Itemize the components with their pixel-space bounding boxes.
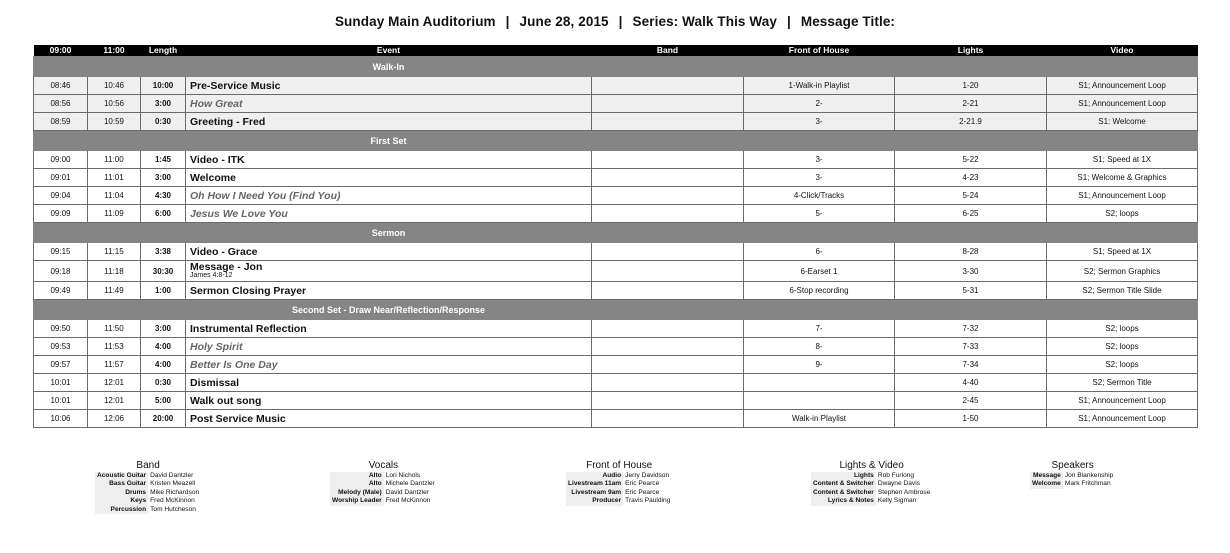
- section-cell: [895, 300, 1047, 320]
- band-cell: [592, 77, 744, 95]
- event-cell: [186, 187, 592, 205]
- credit-role: Worship Leader: [332, 497, 382, 504]
- front-of-house-cell: 4-Click/Tracks: [744, 187, 895, 205]
- lights-cell: 2-21: [895, 95, 1047, 113]
- credit-name: Travis Paulding: [625, 497, 671, 504]
- length-cell: 6:00: [141, 205, 186, 223]
- event-cell: [186, 113, 592, 131]
- band-cell: [592, 410, 744, 428]
- credit-name: Michele Dantzler: [385, 480, 435, 487]
- table-row: [34, 356, 1198, 374]
- section-cell: [1047, 300, 1198, 320]
- video-cell: S2; loops: [1047, 320, 1198, 338]
- credit-name: Kelly Sigman: [877, 497, 917, 504]
- credit-row: [811, 472, 932, 481]
- credit-row: [330, 472, 437, 481]
- video-cell: S1; Speed at 1X: [1047, 243, 1198, 261]
- length-cell: 10:00: [141, 77, 186, 95]
- credits-heading: Band: [136, 460, 160, 471]
- credit-role: Drums: [95, 489, 148, 498]
- credit-name: Jerry Davidson: [625, 471, 670, 479]
- credit-row: [566, 472, 672, 481]
- section-title: Sermon: [186, 223, 592, 243]
- credit-name: Fred McKinnon: [150, 497, 195, 504]
- event-cell: [186, 151, 592, 169]
- section-cell: [592, 57, 744, 77]
- page-title: [0, 14, 1230, 29]
- front-of-house-cell: 9-: [744, 356, 895, 374]
- time-9am-cell: 09:18: [34, 261, 88, 282]
- credits-heading: Vocals: [368, 460, 399, 471]
- section-header-row: [34, 131, 1198, 151]
- section-cell: [744, 223, 895, 243]
- section-cell: [34, 223, 88, 243]
- front-of-house-cell: 3-: [744, 113, 895, 131]
- section-cell: [1047, 223, 1198, 243]
- section-cell: [141, 300, 186, 320]
- lights-cell: 2-21.9: [895, 113, 1047, 131]
- table-row: [34, 151, 1198, 169]
- table-row: [34, 374, 1198, 392]
- event-title: Post Service Music: [190, 412, 286, 425]
- event-cell: [186, 282, 592, 300]
- run-sheet-table: [33, 45, 1198, 428]
- front-of-house-cell: 2-: [744, 95, 895, 113]
- credit-role: Content & Switcher: [813, 488, 874, 496]
- section-cell: [592, 300, 744, 320]
- section-cell: [895, 57, 1047, 77]
- front-of-house-cell: 3-: [744, 151, 895, 169]
- event-title: Welcome: [190, 171, 236, 184]
- credit-role: Content & Switcher: [813, 480, 874, 487]
- event-title: How Great: [190, 97, 243, 110]
- video-cell: S2; Sermon Title: [1047, 374, 1198, 392]
- band-cell: [592, 338, 744, 356]
- credit-role: Livestream 9am: [566, 489, 623, 498]
- time-11am-cell: 11:09: [88, 205, 141, 223]
- time-11am-cell: 11:53: [88, 338, 141, 356]
- lights-cell: 5-22: [895, 151, 1047, 169]
- credit-role: Lights: [811, 472, 876, 481]
- event-cell: [186, 338, 592, 356]
- band-cell: [592, 113, 744, 131]
- front-of-house-cell: 5-: [744, 205, 895, 223]
- section-header-row: [34, 223, 1198, 243]
- credit-row: [330, 489, 437, 498]
- table-row: [34, 392, 1198, 410]
- section-cell: [592, 223, 744, 243]
- time-11am-cell: 11:57: [88, 356, 141, 374]
- front-of-house-cell: [744, 374, 895, 392]
- event-title: Oh How I Need You (Find You): [190, 189, 341, 202]
- column-header-0900: 09:00: [34, 45, 88, 57]
- length-cell: 4:00: [141, 338, 186, 356]
- credit-name: Lori Nichols: [385, 471, 421, 479]
- credit-name: David Dantzler: [150, 471, 194, 479]
- length-cell: 3:00: [141, 320, 186, 338]
- table-row: [34, 113, 1198, 131]
- length-cell: 3:00: [141, 169, 186, 187]
- event-cell: [186, 374, 592, 392]
- credits-group: [1030, 462, 1115, 489]
- credit-row: [566, 497, 672, 506]
- credit-name: Mark Fritchman: [1064, 480, 1111, 487]
- event-cell: [186, 95, 592, 113]
- table-row: [34, 282, 1198, 300]
- credit-role: Percussion: [95, 506, 148, 515]
- venue-title: Sunday Main Auditorium: [334, 14, 496, 29]
- section-cell: [34, 131, 88, 151]
- time-9am-cell: 09:53: [34, 338, 88, 356]
- band-cell: [592, 151, 744, 169]
- section-cell: [592, 131, 744, 151]
- credits-heading: Speakers: [1051, 460, 1094, 471]
- section-cell: [141, 223, 186, 243]
- lights-cell: 8-28: [895, 243, 1047, 261]
- band-cell: [592, 243, 744, 261]
- event-title: Instrumental Reflection: [190, 322, 307, 335]
- credit-row: [566, 480, 672, 489]
- lights-cell: 5-24: [895, 187, 1047, 205]
- credit-name: Kristen Meazell: [150, 480, 196, 487]
- band-cell: [592, 261, 744, 282]
- event-cell: [186, 261, 592, 282]
- front-of-house-cell: 1-Walk-in Playlist: [744, 77, 895, 95]
- front-of-house-cell: 6-Stop recording: [744, 282, 895, 300]
- time-9am-cell: 09:50: [34, 320, 88, 338]
- time-11am-cell: 11:00: [88, 151, 141, 169]
- credit-row: [330, 480, 437, 489]
- video-cell: S1; Speed at 1X: [1047, 151, 1198, 169]
- time-9am-cell: 10:06: [34, 410, 88, 428]
- credit-row: [95, 489, 201, 498]
- lights-cell: 4-23: [895, 169, 1047, 187]
- front-of-house-cell: 6-Earset 1: [744, 261, 895, 282]
- event-cell: [186, 320, 592, 338]
- video-cell: S2; Sermon Title Slide: [1047, 282, 1198, 300]
- table-row: [34, 169, 1198, 187]
- credit-row: [1030, 480, 1115, 489]
- time-11am-cell: 11:15: [88, 243, 141, 261]
- section-title: First Set: [186, 131, 592, 151]
- credits-group: [95, 462, 201, 514]
- credit-row: [811, 497, 932, 506]
- band-cell: [592, 356, 744, 374]
- event-title: Holy Spirit: [190, 340, 243, 353]
- band-cell: [592, 205, 744, 223]
- band-cell: [592, 187, 744, 205]
- length-cell: 5:00: [141, 392, 186, 410]
- credit-role: Bass Guitar: [95, 480, 148, 489]
- video-cell: S1; Announcement Loop: [1047, 77, 1198, 95]
- credit-name: Eric Pearce: [625, 480, 660, 487]
- credit-row: [811, 480, 932, 489]
- video-cell: S2; Sermon Graphics: [1047, 261, 1198, 282]
- lights-cell: 7-33: [895, 338, 1047, 356]
- event-title: Message - Jon: [190, 261, 263, 273]
- section-cell: [88, 131, 141, 151]
- time-11am-cell: 10:59: [88, 113, 141, 131]
- event-title: Walk out song: [190, 394, 262, 407]
- event-note: James 4:8-12: [190, 272, 233, 279]
- credit-row: [566, 489, 672, 498]
- video-cell: S2; loops: [1047, 356, 1198, 374]
- credit-name: Dwayne Davis: [877, 480, 920, 487]
- video-cell: S1; Welcome & Graphics: [1047, 169, 1198, 187]
- time-9am-cell: 09:04: [34, 187, 88, 205]
- event-cell: [186, 169, 592, 187]
- event-cell: [186, 243, 592, 261]
- section-cell: [88, 57, 141, 77]
- section-cell: [1047, 131, 1198, 151]
- event-cell: [186, 392, 592, 410]
- time-9am-cell: 09:15: [34, 243, 88, 261]
- video-cell: S1; Announcement Loop: [1047, 392, 1198, 410]
- event-title: Video - ITK: [190, 153, 245, 166]
- table-row: [34, 77, 1198, 95]
- lights-cell: 6-25: [895, 205, 1047, 223]
- lights-cell: 7-34: [895, 356, 1047, 374]
- section-cell: [1047, 57, 1198, 77]
- front-of-house-cell: Walk-in Playlist: [744, 410, 895, 428]
- time-11am-cell: 12:01: [88, 392, 141, 410]
- table-row: [34, 338, 1198, 356]
- credit-role: Message: [1030, 472, 1063, 481]
- event-title: Greeting - Fred: [190, 115, 266, 128]
- lights-cell: 3-30: [895, 261, 1047, 282]
- credit-row: [95, 480, 201, 489]
- credit-role: Alto: [330, 480, 384, 489]
- column-header-1100: 11:00: [88, 45, 141, 57]
- length-cell: 4:00: [141, 356, 186, 374]
- length-cell: 1:45: [141, 151, 186, 169]
- credit-role: Lyrics & Notes: [811, 497, 876, 506]
- time-9am-cell: 09:57: [34, 356, 88, 374]
- column-header-length: Length: [141, 45, 186, 57]
- credits-list: [95, 472, 201, 515]
- credit-row: [95, 497, 201, 506]
- credit-name: Rob Furlong: [877, 471, 915, 479]
- time-9am-cell: 09:00: [34, 151, 88, 169]
- title-separator: |: [786, 14, 791, 29]
- credit-row: [330, 497, 437, 506]
- credit-row: [1030, 472, 1115, 481]
- event-title: Better Is One Day: [190, 358, 278, 371]
- lights-cell: 1-20: [895, 77, 1047, 95]
- credits-list: [566, 472, 672, 506]
- service-date: June 28, 2015: [519, 14, 609, 29]
- credits-group: [330, 462, 437, 506]
- event-title: Video - Grace: [190, 245, 258, 258]
- credit-row: [811, 489, 932, 498]
- credit-role: Audio: [566, 472, 623, 481]
- title-separator: |: [618, 14, 623, 29]
- message-title: Message Title:: [800, 14, 896, 29]
- time-9am-cell: 08:59: [34, 113, 88, 131]
- section-cell: [34, 57, 88, 77]
- band-cell: [592, 282, 744, 300]
- event-cell: [186, 356, 592, 374]
- band-cell: [592, 392, 744, 410]
- event-cell: [186, 205, 592, 223]
- length-cell: 0:30: [141, 374, 186, 392]
- time-9am-cell: 10:01: [34, 392, 88, 410]
- time-11am-cell: 10:56: [88, 95, 141, 113]
- credits-group: [811, 462, 932, 506]
- lights-cell: 2-45: [895, 392, 1047, 410]
- table-row: [34, 205, 1198, 223]
- section-cell: [744, 57, 895, 77]
- length-cell: 0:30: [141, 113, 186, 131]
- table-row: [34, 320, 1198, 338]
- credit-name: Stephen Ambrose: [877, 488, 931, 496]
- length-cell: 30:30: [141, 261, 186, 282]
- column-header-video: Video: [1047, 45, 1198, 57]
- band-cell: [592, 169, 744, 187]
- credit-name: Mike Richardson: [150, 488, 200, 496]
- video-cell: S2; loops: [1047, 205, 1198, 223]
- time-11am-cell: 11:49: [88, 282, 141, 300]
- credit-name: Eric Pearce: [625, 488, 660, 496]
- front-of-house-cell: 6-: [744, 243, 895, 261]
- time-9am-cell: 08:46: [34, 77, 88, 95]
- column-header-lights: Lights: [895, 45, 1047, 57]
- credits-heading: Front of House: [586, 460, 653, 471]
- credits-list: [1030, 472, 1115, 489]
- credit-name: Tom Hutcheson: [150, 505, 196, 513]
- front-of-house-cell: 7-: [744, 320, 895, 338]
- front-of-house-cell: [744, 392, 895, 410]
- credit-role: Acoustic Guitar: [97, 471, 147, 479]
- time-11am-cell: 12:01: [88, 374, 141, 392]
- time-11am-cell: 12:06: [88, 410, 141, 428]
- credit-role: Melody (Male): [330, 489, 384, 498]
- lights-cell: 4-40: [895, 374, 1047, 392]
- time-11am-cell: 11:18: [88, 261, 141, 282]
- credits-list: [330, 472, 437, 506]
- band-cell: [592, 95, 744, 113]
- credit-name: Jon Blankenship: [1064, 471, 1114, 479]
- column-header-event: Event: [186, 45, 592, 57]
- section-cell: [895, 131, 1047, 151]
- band-cell: [592, 374, 744, 392]
- credit-role: Producer: [566, 497, 623, 506]
- front-of-house-cell: 8-: [744, 338, 895, 356]
- section-cell: [744, 131, 895, 151]
- time-9am-cell: 09:01: [34, 169, 88, 187]
- event-title: Dismissal: [190, 376, 240, 389]
- time-11am-cell: 10:46: [88, 77, 141, 95]
- section-header-row: [34, 57, 1198, 77]
- credits-heading: Lights & Video: [839, 460, 904, 471]
- event-title: Pre-Service Music: [190, 79, 281, 92]
- table-row: [34, 243, 1198, 261]
- section-cell: [141, 57, 186, 77]
- credit-role: Welcome: [1032, 480, 1061, 487]
- length-cell: 3:00: [141, 95, 186, 113]
- credits-group: [566, 462, 672, 506]
- time-9am-cell: 10:01: [34, 374, 88, 392]
- credit-row: [95, 506, 201, 515]
- time-11am-cell: 11:01: [88, 169, 141, 187]
- event-title: Sermon Closing Prayer: [190, 284, 307, 297]
- table-header-row: [34, 45, 1198, 57]
- front-of-house-cell: 3-: [744, 169, 895, 187]
- section-cell: [34, 300, 88, 320]
- length-cell: 1:00: [141, 282, 186, 300]
- table-row: [34, 187, 1198, 205]
- table-row: [34, 261, 1198, 282]
- credit-role: Keys: [95, 497, 148, 506]
- credit-role: Livestream 11am: [568, 480, 622, 487]
- run-sheet-body: [34, 57, 1198, 428]
- table-row: [34, 95, 1198, 113]
- section-cell: [88, 300, 141, 320]
- time-9am-cell: 08:56: [34, 95, 88, 113]
- title-separator: |: [505, 14, 510, 29]
- time-9am-cell: 09:09: [34, 205, 88, 223]
- credits-list: [811, 472, 932, 506]
- credit-name: Fred McKinnon: [385, 497, 431, 504]
- time-11am-cell: 11:04: [88, 187, 141, 205]
- section-cell: [744, 300, 895, 320]
- section-title: Walk-In: [186, 57, 592, 77]
- length-cell: 3:38: [141, 243, 186, 261]
- event-cell: [186, 410, 592, 428]
- length-cell: 4:30: [141, 187, 186, 205]
- credit-row: [95, 472, 201, 481]
- length-cell: 20:00: [141, 410, 186, 428]
- video-cell: S1; Announcement Loop: [1047, 410, 1198, 428]
- video-cell: S1; Announcement Loop: [1047, 187, 1198, 205]
- credit-role: Alto: [330, 472, 384, 481]
- event-title: Jesus We Love You: [190, 207, 288, 220]
- video-cell: S1; Announcement Loop: [1047, 95, 1198, 113]
- time-11am-cell: 11:50: [88, 320, 141, 338]
- video-cell: S1: Welcome: [1047, 113, 1198, 131]
- event-cell: [186, 77, 592, 95]
- lights-cell: 5-31: [895, 282, 1047, 300]
- band-cell: [592, 320, 744, 338]
- section-cell: [88, 223, 141, 243]
- section-header-row: [34, 300, 1198, 320]
- lights-cell: 7-32: [895, 320, 1047, 338]
- credit-name: David Dantzler: [385, 488, 429, 496]
- table-row: [34, 410, 1198, 428]
- section-cell: [141, 131, 186, 151]
- section-cell: [895, 223, 1047, 243]
- column-header-front-of-house: Front of House: [744, 45, 895, 57]
- video-cell: S2; loops: [1047, 338, 1198, 356]
- section-title: Second Set - Draw Near/Reflection/Response: [186, 300, 592, 320]
- series-title: Series: Walk This Way: [632, 14, 777, 29]
- column-header-band: Band: [592, 45, 744, 57]
- time-9am-cell: 09:49: [34, 282, 88, 300]
- lights-cell: 1-50: [895, 410, 1047, 428]
